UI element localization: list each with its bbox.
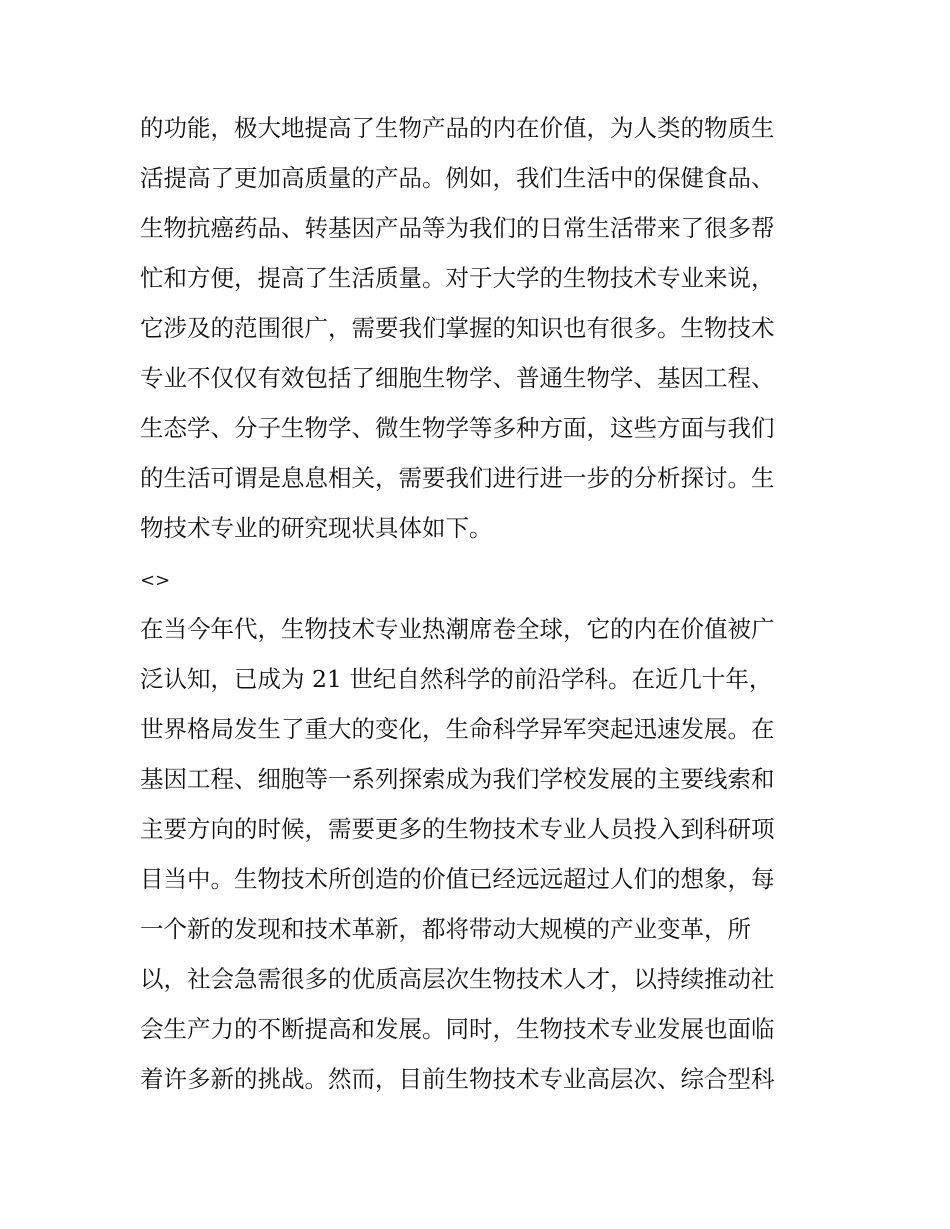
text-line: 会生产力的不断提高和发展。同时，生物技术专业发展也面临 bbox=[140, 1015, 775, 1043]
text-line: 泛认知，已成为 21 世纪自然科学的前沿学科。在近几十年， bbox=[140, 665, 773, 693]
text-line: 着许多新的挑战。然而，目前生物技术专业高层次、综合型科 bbox=[140, 1065, 775, 1093]
text-line: 在当今年代，生物技术专业热潮席卷全球，它的内在价值被广 bbox=[140, 615, 775, 643]
text-line: 以，社会急需很多的优质高层次生物技术人才，以持续推动社 bbox=[140, 965, 775, 993]
text-line: 的生活可谓是息息相关，需要我们进行进一步的分析探讨。生 bbox=[140, 464, 775, 492]
text-line: 它涉及的范围很广，需要我们掌握的知识也有很多。生物技术 bbox=[140, 314, 775, 342]
text-line: 生物抗癌药品、转基因产品等为我们的日常生活带来了很多帮 bbox=[140, 214, 775, 242]
text-line: 的功能，极大地提高了生物产品的内在价值，为人类的物质生 bbox=[140, 114, 775, 142]
text-line: 主要方向的时候，需要更多的生物技术专业人员投入到科研项 bbox=[140, 815, 775, 843]
text-line: 世界格局发生了重大的变化，生命科学异军突起迅速发展。在 bbox=[140, 715, 775, 743]
text-line: 专业不仅仅有效包括了细胞生物学、普通生物学、基因工程、 bbox=[140, 364, 775, 392]
text-line: 生态学、分子生物学、微生物学等多种方面，这些方面与我们 bbox=[140, 414, 775, 442]
text-line: 活提高了更加高质量的产品。例如，我们生活中的保健食品、 bbox=[140, 164, 775, 192]
text-line: 目当中。生物技术所创造的价值已经远远超过人们的想象，每 bbox=[140, 865, 775, 893]
text-line: 忙和方便，提高了生活质量。对于大学的生物技术专业来说， bbox=[140, 264, 775, 292]
text-line: 一个新的发现和技术革新，都将带动大规模的产业变革，所 bbox=[140, 915, 751, 943]
section-marker: <> bbox=[140, 570, 171, 591]
text-line: 物技术专业的研究现状具体如下。 bbox=[140, 514, 493, 542]
text-line: 基因工程、细胞等一系列探索成为我们学校发展的主要线索和 bbox=[140, 765, 775, 793]
